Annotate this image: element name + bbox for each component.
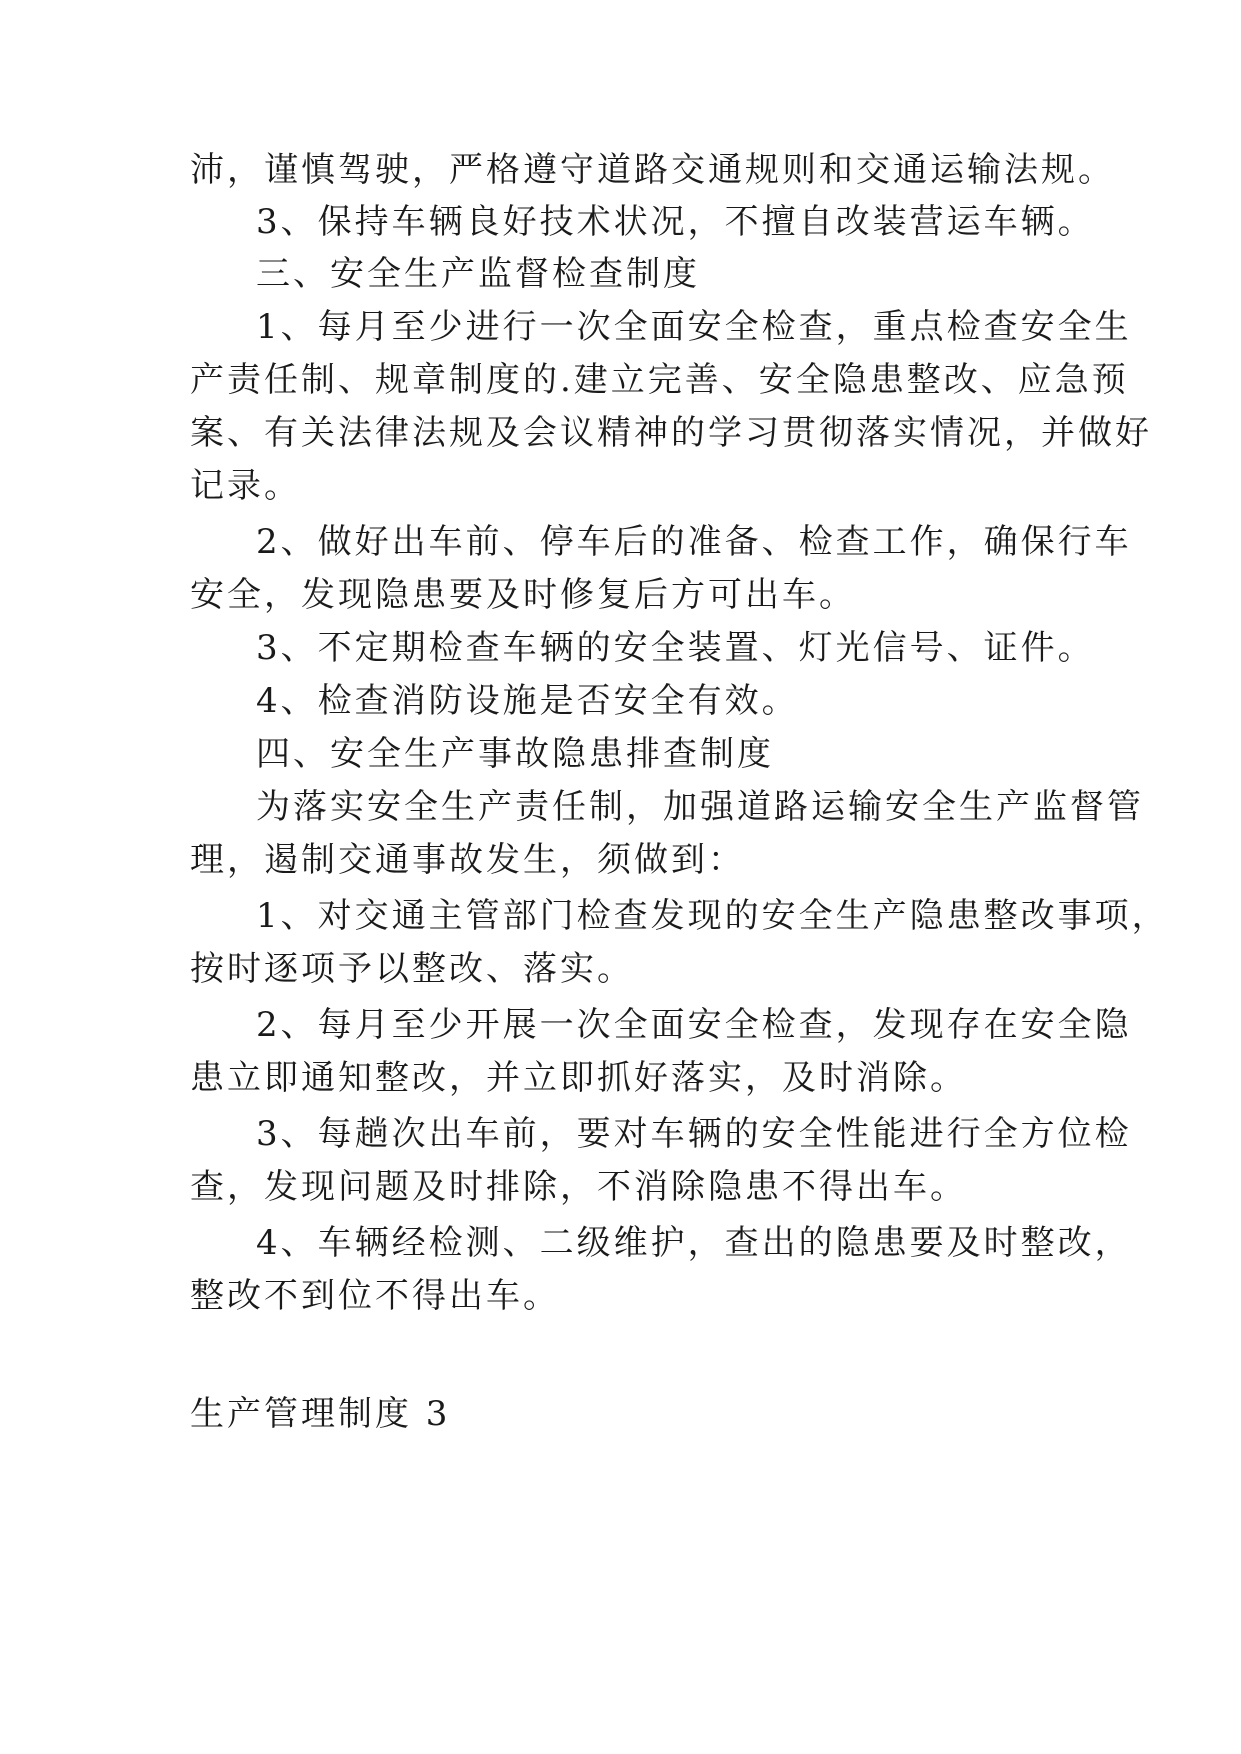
- section-heading: 四、安全生产事故隐患排查制度: [256, 734, 774, 774]
- text-line: 4、检查消防设施是否安全有效。: [256, 681, 799, 721]
- text-line: 记录。: [190, 466, 301, 506]
- text-line: 沛，谨慎驾驶，严格遵守道路交通规则和交通运输法规。: [190, 150, 1115, 190]
- text-line: 产责任制、规章制度的.建立完善、安全隐患整改、应急预: [190, 360, 1129, 400]
- text-line: 查，发现问题及时排除，不消除隐患不得出车。: [190, 1167, 967, 1207]
- document-section-title: 生产管理制度 3: [190, 1394, 451, 1434]
- text-line: 安全，发现隐患要及时修复后方可出车。: [190, 575, 856, 615]
- text-line: 为落实安全生产责任制，加强道路运输安全生产监督管: [256, 787, 1144, 827]
- text-line: 案、有关法律法规及会议精神的学习贯彻落实情况，并做好: [190, 413, 1152, 453]
- text-line: 1、每月至少进行一次全面安全检查，重点检查安全生: [256, 307, 1132, 347]
- text-line: 3、不定期检查车辆的安全装置、灯光信号、证件。: [256, 628, 1095, 668]
- text-line: 1、对交通主管部门检查发现的安全生产隐患整改事项，: [256, 896, 1169, 936]
- text-line: 3、保持车辆良好技术状况，不擅自改装营运车辆。: [256, 202, 1095, 242]
- text-line: 整改不到位不得出车。: [190, 1276, 560, 1316]
- text-line: 按时逐项予以整改、落实。: [190, 949, 634, 989]
- section-heading: 三、安全生产监督检查制度: [256, 254, 700, 294]
- text-line: 2、每月至少开展一次全面安全检查，发现存在安全隐: [256, 1005, 1132, 1045]
- text-line: 理，遏制交通事故发生，须做到：: [190, 840, 745, 880]
- text-line: 患立即通知整改，并立即抓好落实，及时消除。: [190, 1058, 967, 1098]
- text-line: 2、做好出车前、停车后的准备、检查工作，确保行车: [256, 522, 1132, 562]
- text-line: 4、车辆经检测、二级维护，查出的隐患要及时整改，: [256, 1223, 1132, 1263]
- text-line: 3、每趟次出车前，要对车辆的安全性能进行全方位检: [256, 1114, 1132, 1154]
